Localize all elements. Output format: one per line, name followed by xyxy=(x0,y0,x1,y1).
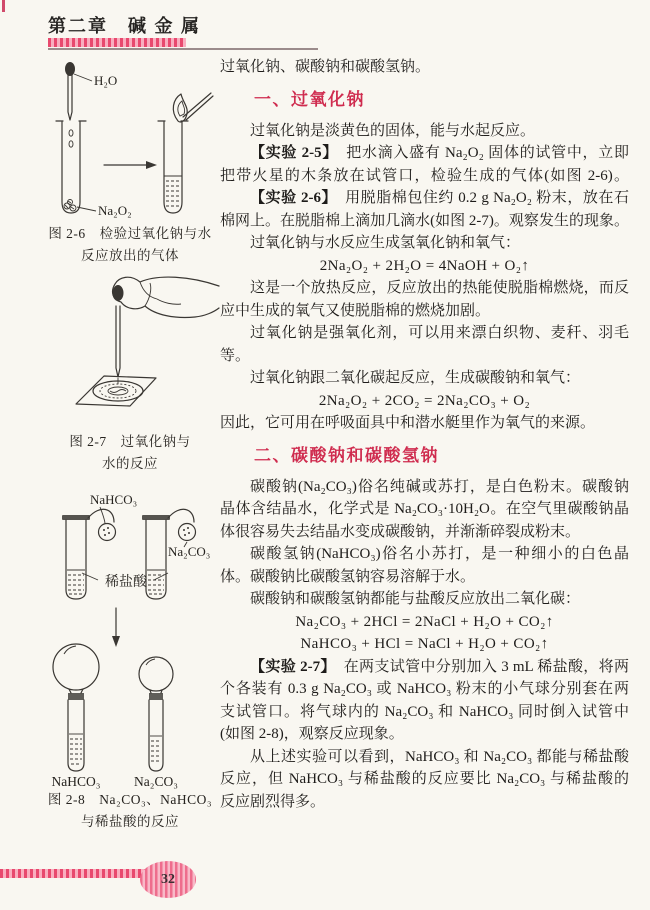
text-line: 过氧化钠是淡黄色的固体，能与水起反应。 xyxy=(250,122,536,139)
text-line: 【实验 2-7】 在两支试管中分别加入 3 mL 稀盐酸，将两 xyxy=(250,658,629,675)
section-heading: 二、碳酸钠和碳酸氢钠 xyxy=(254,445,439,465)
figure-2-6-caption: 图 2-6 检验过氧化钠与水 xyxy=(48,226,212,241)
header-stripe-bar xyxy=(48,38,186,47)
balloon-left-deflated xyxy=(88,509,114,522)
dropper xyxy=(116,306,120,377)
text-line: 棉网上。在脱脂棉上滴加几滴水(如图 2-7)。观察发生的现象。 xyxy=(220,212,629,229)
text-line: 过氧化钠跟二氧化碳起反应，生成碳酸钠和氧气： xyxy=(250,370,581,386)
text-line: 等。 xyxy=(220,347,251,364)
na2o2-label: Na₂O₂ xyxy=(98,203,132,218)
text-line: 【实验 2-5】 把水滴入盛有 Na₂O₂ 固体的试管中，立即 xyxy=(250,145,629,161)
page-number: 32 xyxy=(161,871,175,887)
page-edge-mark xyxy=(2,0,5,12)
experiment-label: 【实验 2-5】 xyxy=(250,145,331,161)
experiment-label: 【实验 2-6】 xyxy=(250,190,330,206)
text-line: 反应剧烈得多。 xyxy=(220,793,326,810)
text-line: 碳酸钠(Na₂CO₃)俗名纯碱或苏打，是白色粉末。碳酸钠 xyxy=(250,478,629,495)
text-line: 碳酸氢钠(NaHCO₃)俗名小苏打，是一种细小的白色晶 xyxy=(250,546,629,562)
figure-2-8 xyxy=(30,478,230,838)
section-heading: 一、过氧化钠 xyxy=(254,89,365,109)
nahco3-bottom-label: NaHCO₃ xyxy=(51,774,101,789)
text-line: 因此，它可用在呼吸面具中和潜水艇里作为氧气的来源。 xyxy=(220,415,596,431)
burning-splint xyxy=(183,93,213,120)
text-line: 体。碳酸钠比碳酸氢钠容易溶解于水。 xyxy=(220,568,476,585)
text-line: 晶体含结晶水，化学式是 Na₂CO₃·10H₂O。在空气里碳酸钠晶 xyxy=(220,501,629,517)
experiment-label: 【实验 2-7】 xyxy=(250,658,329,675)
figure-2-7-caption-2: 水的反应 xyxy=(102,456,158,471)
na2co3-bottom-label: Na₂CO₃ xyxy=(134,774,178,789)
text-line: 个各装有 0.3 g Na₂CO₃ 或 NaHCO₃ 粉末的小气球分别套在两 xyxy=(220,681,629,697)
figure-2-7 xyxy=(40,272,220,477)
equation-line: 2Na₂O₂ + 2CO₂ = 2Na₂CO₃ + O₂ xyxy=(318,392,531,409)
text-line: 碳酸钠和碳酸氢钠都能与盐酸反应放出二氧化碳： xyxy=(250,591,581,607)
nahco3-top-label: NaHCO₃ xyxy=(90,492,138,507)
equation-line: 2Na₂O₂ + 2H₂O = 4NaOH + O₂↑ xyxy=(319,257,530,274)
acid-label: 稀盐酸 xyxy=(105,575,147,590)
text-line: 反应，但 NaHCO₃ 与稀盐酸的反应要比 Na₂CO₃ 与稀盐酸的 xyxy=(220,771,629,787)
figure-2-8-art xyxy=(30,478,230,790)
balloon-right-deflated xyxy=(168,509,194,522)
flame xyxy=(173,94,187,122)
na2co3-top-label: Na₂CO₃ xyxy=(168,544,211,559)
text-line: 过氧化钠、碳酸钠和碳酸氢钠。 xyxy=(220,59,431,75)
water-label: H₂O xyxy=(94,73,118,88)
text-line: 过氧化钠与水反应生成氢氧化钠和氧气： xyxy=(250,235,521,251)
chapter-header: 第二章 碱 金 属 xyxy=(48,16,201,36)
equation-line: Na₂CO₃ + 2HCl = 2NaCl + H₂O + CO₂↑ xyxy=(295,613,554,630)
figure-2-6-art xyxy=(40,60,220,220)
text-line: 支试管口。将气球内的 Na₂CO₃ 和 NaHCO₃ 同时倒入试管中 xyxy=(220,703,629,720)
figure-2-6 xyxy=(40,60,220,270)
footer-stripe-bar xyxy=(0,869,152,878)
text-line: (如图 2-8)，观察反应现象。 xyxy=(220,726,404,742)
figure-2-6-caption-2: 反应放出的气体 xyxy=(81,248,179,263)
text-line: 应中生成的氧气又使脱脂棉的燃烧加剧。 xyxy=(220,302,491,319)
text-line: 这是一个放热反应，反应放出的热能使脱脂棉燃烧，而反 xyxy=(250,280,629,296)
page-number-badge xyxy=(140,861,196,898)
figure-2-7-caption: 图 2-7 过氧化钠与 xyxy=(69,434,191,449)
figure-2-8-caption: 图 2-8 Na₂CO₃、NaHCO₃ xyxy=(47,792,213,807)
balloon-left-inflated xyxy=(53,644,99,690)
article-column xyxy=(220,56,629,813)
figure-2-7-art xyxy=(40,272,220,414)
text-line: 过氧化钠是强氧化剂，可以用来漂白织物、麦秆、羽毛 xyxy=(250,325,629,341)
balloon-right-inflated xyxy=(139,657,173,691)
header-rule xyxy=(48,48,318,50)
text-line: 体很容易失去结晶水变成碳酸钠，并渐渐碎裂成粉末。 xyxy=(220,523,581,540)
figure-2-8-caption-2: 与稀盐酸的反应 xyxy=(81,814,179,829)
dropper-bulb xyxy=(113,285,124,301)
text-line: 【实验 2-6】 用脱脂棉包住约 0.2 g Na₂O₂ 粉末，放在石 xyxy=(250,190,629,206)
dropper-bulb xyxy=(65,62,75,76)
hand xyxy=(113,277,219,317)
equation-line: NaHCO₃ + HCl = NaCl + H₂O + CO₂↑ xyxy=(300,636,549,652)
text-line: 从上述实验可以看到，NaHCO₃ 和 Na₂CO₃ 都能与稀盐酸 xyxy=(250,748,629,765)
text-line: 把带火星的木条放在试管口，检验生成的气体(如图 2-6)。 xyxy=(220,167,629,184)
